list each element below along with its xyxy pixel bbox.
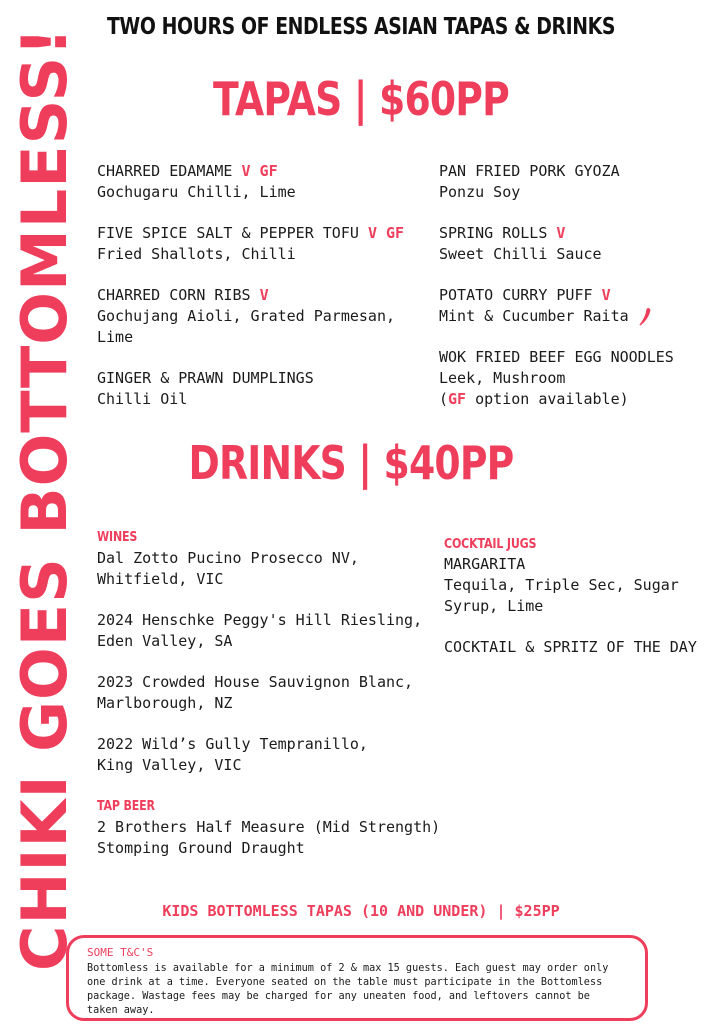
menu-item: PAN FRIED PORK GYOZA Ponzu Soy	[439, 162, 620, 201]
menu-item: CHARRED CORN RIBS V Gochujang Aioli, Grated Parmesan, Lime	[97, 286, 396, 346]
wines-label: WINES	[97, 530, 138, 545]
menu-item: FIVE SPICE SALT & PEPPER TOFU V GF Fried Shallots, Chilli	[97, 224, 405, 263]
cocktail-item: MARGARITA Tequila, Triple Sec, Sugar Syrup, Lime	[444, 555, 679, 615]
kids-offer: KIDS BOTTOMLESS TAPAS (10 AND UNDER) | $25PP	[162, 902, 560, 920]
wine-item: 2023 Crowded House Sauvignon Blanc, Marlborough, NZ	[97, 673, 414, 712]
vertical-title: CHIKI GOES BOTTOMLESS!	[8, 26, 81, 971]
tapas-title: TAPAS | $60PP	[213, 72, 509, 126]
drinks-title: DRINKS | $40PP	[188, 436, 514, 490]
menu-item: CHARRED EDAMAME V GF Gochugaru Chilli, Lime	[97, 162, 296, 201]
wine-item: 2024 Henschke Peggy's Hill Riesling, Eden Valley, SA	[97, 611, 423, 650]
dietary-tag: V GF	[367, 224, 405, 242]
wine-item: Dal Zotto Pucino Prosecco NV, Whitfield, VIC	[97, 549, 359, 588]
cocktail-special: COCKTAIL & SPRITZ OF THE DAY	[444, 638, 697, 656]
dietary-tag: V GF	[241, 162, 278, 180]
dietary-tag: V	[556, 224, 566, 242]
beer-list: 2 Brothers Half Measure (Mid Strength) Stomping Ground Draught	[97, 818, 441, 857]
terms-body: Bottomless is available for a minimum of 2 & max 15 guests. Each guest may order only one drink at a time. Everyone seated on the table must participate in the Bottomless package. Wastage fees may be charged for any uneaten food, and leftovers cannot be taken away.	[87, 963, 609, 1016]
wine-item: 2022 Wild’s Gully Tempranillo, King Valley, VIC	[97, 735, 368, 774]
tap-beer-label: TAP BEER	[97, 799, 155, 814]
dietary-tag: V	[601, 286, 611, 304]
menu-item: WOK FRIED BEEF EGG NOODLES Leek, Mushroom (GF option available)	[439, 348, 674, 408]
dietary-tag: V	[259, 286, 269, 304]
cocktail-jugs-label: COCKTAIL JUGS	[444, 537, 537, 552]
headline: TWO HOURS OF ENDLESS ASIAN TAPAS & DRINKS	[106, 14, 616, 40]
dietary-tag: GF	[448, 390, 467, 408]
menu-item: GINGER & PRAWN DUMPLINGS Chilli Oil	[97, 369, 314, 408]
menu-item: POTATO CURRY PUFF V Mint & Cucumber Raita	[439, 285, 652, 327]
menu-item: SPRING ROLLS V Sweet Chilli Sauce	[439, 224, 602, 263]
chilli-icon	[638, 307, 652, 327]
terms-title: SOME T&C'S	[87, 946, 154, 959]
